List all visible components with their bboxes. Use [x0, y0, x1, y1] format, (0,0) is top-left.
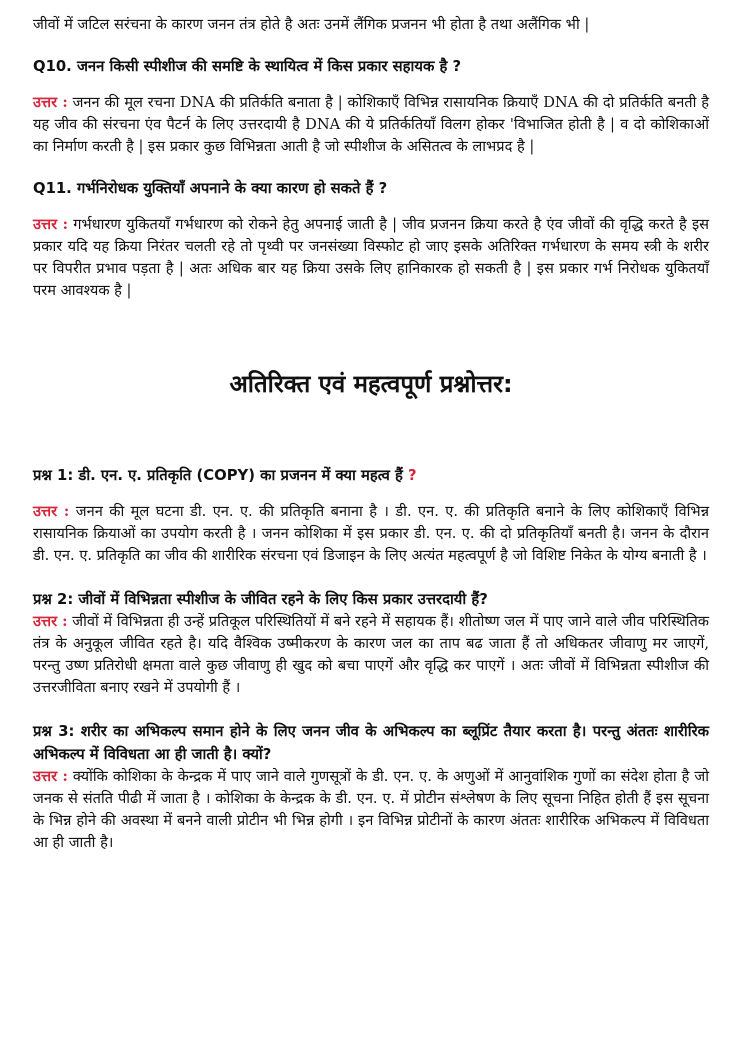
p3-question: प्रश्न 3: शरीर का अभिकल्प समान होने के लिए जनन जीव के अभिकल्प का ब्लूप्रिंट तैयार करता है। परन्तु अंततः शारीरिक अभिकल्प में विविधता आ ही जाती है। क्यों?	[33, 723, 709, 763]
p1-answer-paragraph	[33, 501, 709, 567]
p1-answer-text: जनन की मूल घटना डी. एन. ए. की प्रतिकृति बनाना है । डी. एन. ए. की प्रतिकृति बनाने के लिए कोशिकाएँ विभिन्न रासायनिक क्रियाओं का उपयोग करती है । जनन कोशिका में इस प्रकार डी. एन. ए. की दो प्रतिकृतियाँ बनती है। जनन के दौरान डी. एन. ए. प्रतिकृति का जीव की शारीरिक संरचना एवं डिजाइन के लिए अत्यंत महत्वपूर्ण है जो विशिष्ट निकेत के योग्य बनाती है ।	[33, 503, 710, 564]
q11-answer-text: गर्भधारण युकितयाँ गर्भधारण को रोकने हेतु अपनाई जाती है | जीव प्रजनन क्रिया करते है एंव जीवों की वृद्धि करते है इस प्रकार यदि यह क्रिया निरंतर चलती रहे तो पृथ्वी पर जनसंख्या विस्फोट हो जाए इसके अतिरिक्त गर्भधारण के समय स्त्री के शरीर पर विपरीत प्रभाव पड़ता है | अतः अधिक बार यह क्रिया उसके लिए हानिकारक हो सकती है | इस प्रकार गर्भ निरोधक युकितयाँ परम आवश्यक है |	[33, 216, 709, 299]
p2-answer-text: जीवों में विभिन्नता ही उन्हें प्रतिकूल परिस्थितियों में बने रहने में सहायक हैं। शीतोष्ण जल में पाए जाने वाले जीव परिस्थितिक तंत्र के अनुकूल जीवित रहते है। यदि वैश्विक उष्मीकरण के कारण जल का ताप बढ जाता हैं तो अधिकतर जीवाणु मर जाएगें, परन्तु उष्ण प्रतिरोधी क्षमता वाले कुछ जीवाणु ही खुद को बचा पाएगें और वृद्धि कर पाएगें । अतः जीवों में विभिन्नता स्पीशीज की उत्तरजीविता बनाए रखने में उपयोगी हैं ।	[33, 613, 709, 696]
q11-answer-paragraph	[33, 214, 709, 302]
p1-question	[33, 464, 709, 487]
intro-paragraph: जीवों में जटिल सरंचना के कारण जनन तंत्र होते है अतः उनमें लैंगिक प्रजनन भी होता है तथा अलैंगिक भी |	[33, 16, 590, 33]
q10-answer-text: जनन की मूल रचना DNA की प्रतिर्कति बनाता है | कोशिकाएँ विभिन्न रासायनिक क्रियाएँ DNA की दो प्रतिर्कति बनती है यह जीव की संरचना एंव पैटर्न के लिए उत्तरदायी है DNA की ये प्रतिर्कतियाँ विलग होकर 'विभाजित होती है | व दो कोशिकाओं का निर्माण करती है | इस प्रकार कुछ विभिन्नता आती है जो स्पीशीज के असितत्व के लाभप्रद है |	[33, 94, 709, 155]
p2-answer-label: उत्तर :	[33, 613, 68, 630]
q11-answer-label: उत्तर :	[33, 216, 69, 233]
p1-answer-label: उत्तर :	[33, 503, 70, 520]
q10-answer-label: उत्तर :	[33, 94, 68, 111]
p3-answer-label: उत्तर :	[33, 768, 68, 785]
section-heading: अतिरिक्त एवं महत्वपूर्ण प्रश्नोत्तर:	[229, 370, 513, 398]
q10-answer-paragraph	[33, 92, 709, 158]
p2-question: प्रश्न 2: जीवों में विभिन्नता स्पीशीज के जीवित रहने के लिए किस प्रकार उत्तरदायी हैं?	[33, 591, 488, 608]
p1-question-text: प्रश्न 1: डी. एन. ए. प्रतिकृति (COPY) का प्रजनन में क्या महत्व हैं	[33, 467, 403, 484]
q11-question: Q11. गर्भनिरोधक युक्तियाँ अपनाने के क्या कारण हो सकते हैं ?	[33, 180, 388, 197]
p2-answer-paragraph	[33, 611, 709, 699]
q10-question: Q10. जनन किसी स्पीशीज की समष्टि के स्थायित्व में किस प्रकार सहायक है ?	[33, 58, 462, 75]
p3-answer-text: क्योंकि कोशिका के केन्द्रक में पाए जाने वाले गुणसूत्रों के डी. एन. ए. के अणुओं में आनुवांशिक गुणों का संदेश होता है जो जनक से संतति पीढी में जाता है । कोशिका के केन्द्रक के डी. एन. ए. में प्रोटीन संश्लेषण के लिए सूचना निहित होती हैं इस सूचना के भिन्न होने की अवस्था में बनने वाली प्रोटीन भी भिन्न होगी । इन विभिन्न प्रोटीनों के कारण अंततः शारीरिक अभिकल्प में विविधता आ ही जाती है।	[33, 768, 710, 851]
p3-answer-paragraph	[33, 766, 709, 854]
document-page	[33, 14, 709, 854]
p1-question-mark: ?	[408, 467, 417, 484]
